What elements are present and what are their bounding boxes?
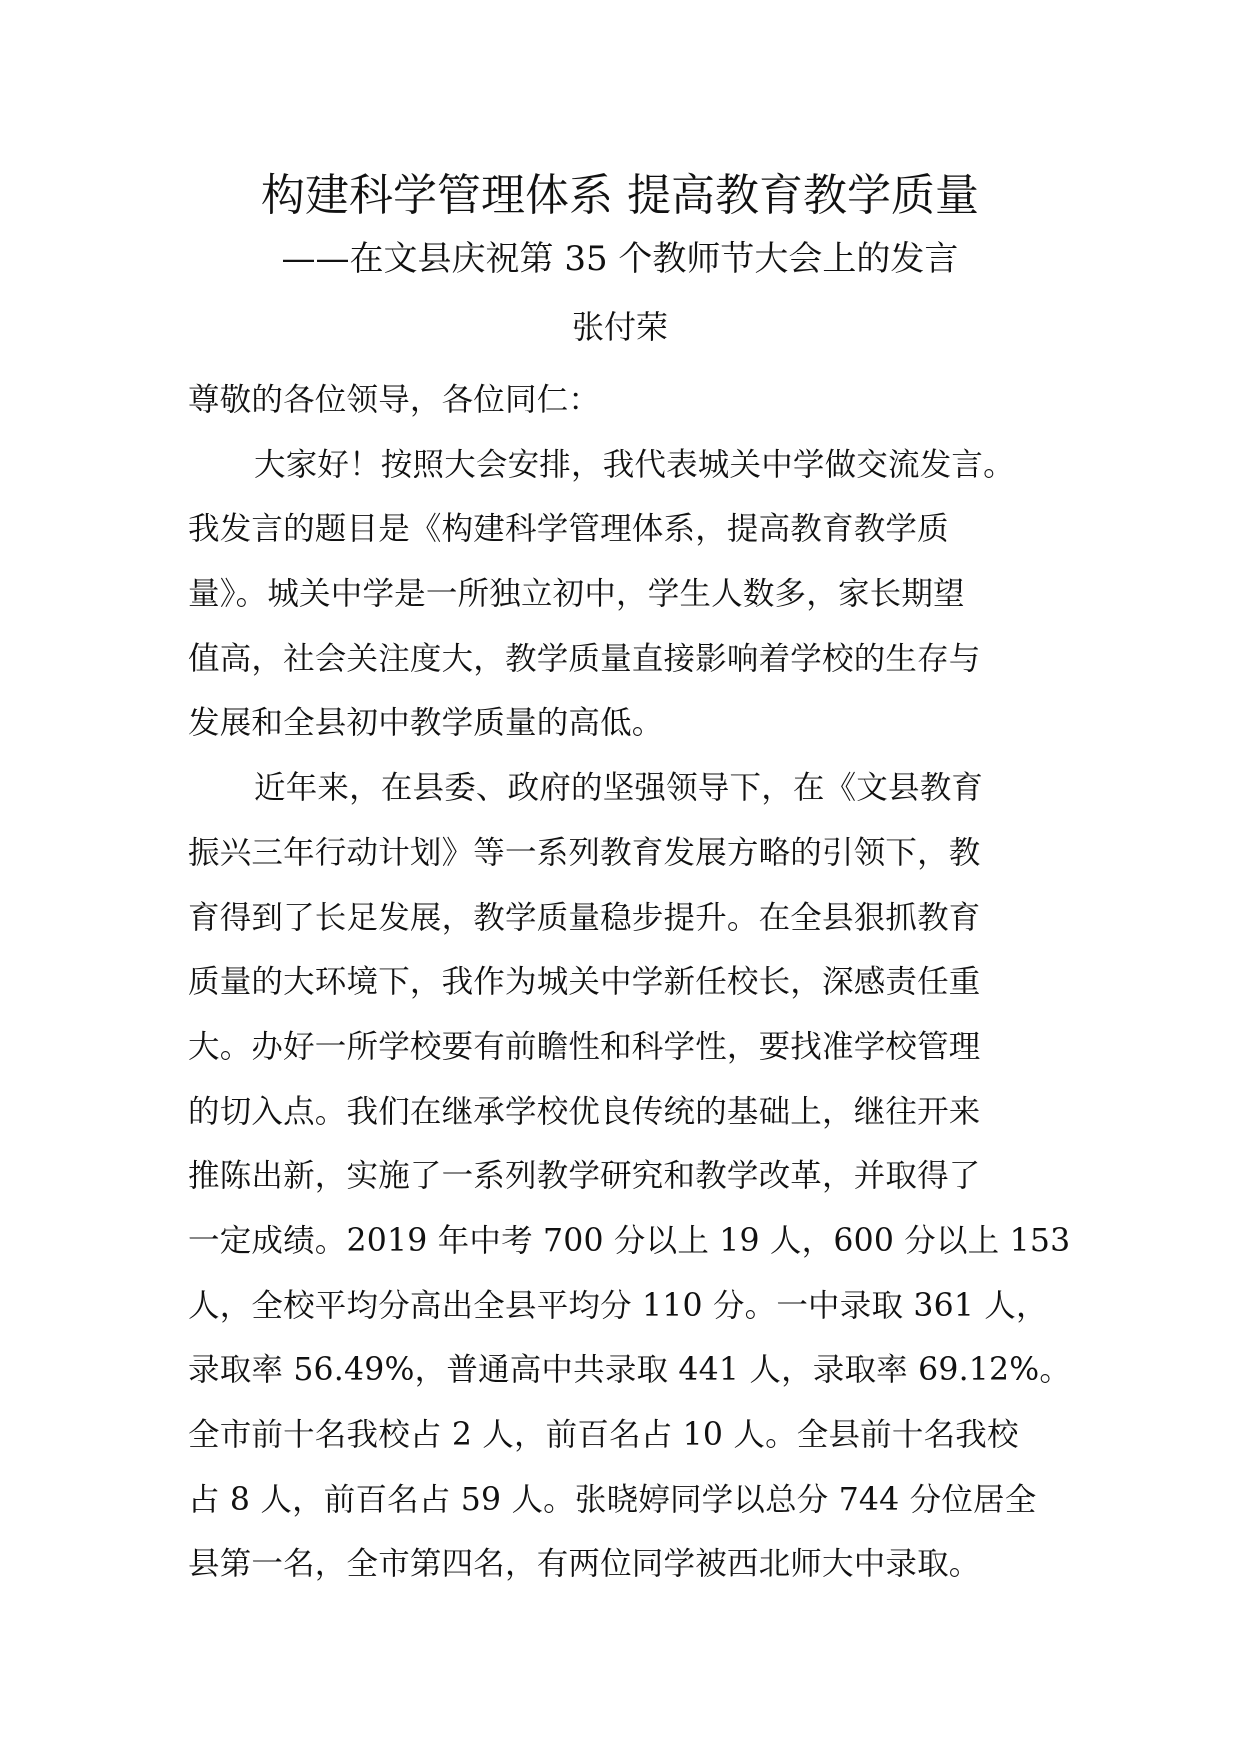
paragraph-line: 我发言的题目是《构建科学管理体系，提高教育教学质	[188, 511, 949, 548]
page-title: 构建科学管理体系 提高教育教学质量	[261, 170, 979, 221]
paragraph-line: 大。办好一所学校要有前瞻性和科学性，要找准学校管理	[188, 1028, 981, 1065]
paragraph-line: 的切入点。我们在继承学校优良传统的基础上，继往开来	[188, 1093, 981, 1130]
author-name: 张付荣	[571, 308, 668, 346]
paragraph-line: 值高，社会关注度大，教学质量直接影响着学校的生存与	[188, 640, 981, 677]
paragraph-line: 量》。城关中学是一所独立初中，学生人数多，家长期望	[188, 576, 965, 613]
paragraph-line: 推陈出新，实施了一系列教学研究和教学改革，并取得了	[188, 1158, 981, 1195]
paragraph-line: 近年来，在县委、政府的坚强领导下，在《文县教育	[254, 770, 984, 807]
body-text	[188, 368, 1072, 1597]
paragraph-line: 育得到了长足发展，教学质量稳步提升。在全县狠抓教育	[188, 899, 981, 936]
paragraph-line: 大家好！按照大会安排，我代表城关中学做交流发言。	[254, 446, 1015, 483]
salutation-line: 尊敬的各位领导，各位同仁：	[188, 382, 601, 418]
paragraph-line: 一定成绩。2019 年中考 700 分以上 19 人，600 分以上 153	[188, 1222, 1071, 1259]
paragraph-line: 发展和全县初中教学质量的高低。	[188, 705, 664, 742]
page-subtitle: ——在文县庆祝第 35 个教师节大会上的发言	[281, 239, 959, 279]
paragraph-line: 振兴三年行动计划》等一系列教育发展方略的引领下，教	[188, 834, 981, 871]
paragraph-line: 录取率 56.49%，普通高中共录取 441 人，录取率 69.12%。	[188, 1352, 1072, 1389]
paragraph-line: 人，全校平均分高出全县平均分 110 分。一中录取 361 人，	[188, 1287, 1048, 1324]
paragraph-line: 县第一名，全市第四名，有两位同学被西北师大中录取。	[188, 1546, 981, 1583]
paragraph-line: 全市前十名我校占 2 人，前百名占 10 人。全县前十名我校	[188, 1417, 1019, 1453]
paragraph-line: 占 8 人，前百名占 59 人。张晓婷同学以总分 744 分位居全	[188, 1481, 1037, 1518]
paragraph-line: 质量的大环境下，我作为城关中学新任校长，深感责任重	[188, 964, 981, 1001]
